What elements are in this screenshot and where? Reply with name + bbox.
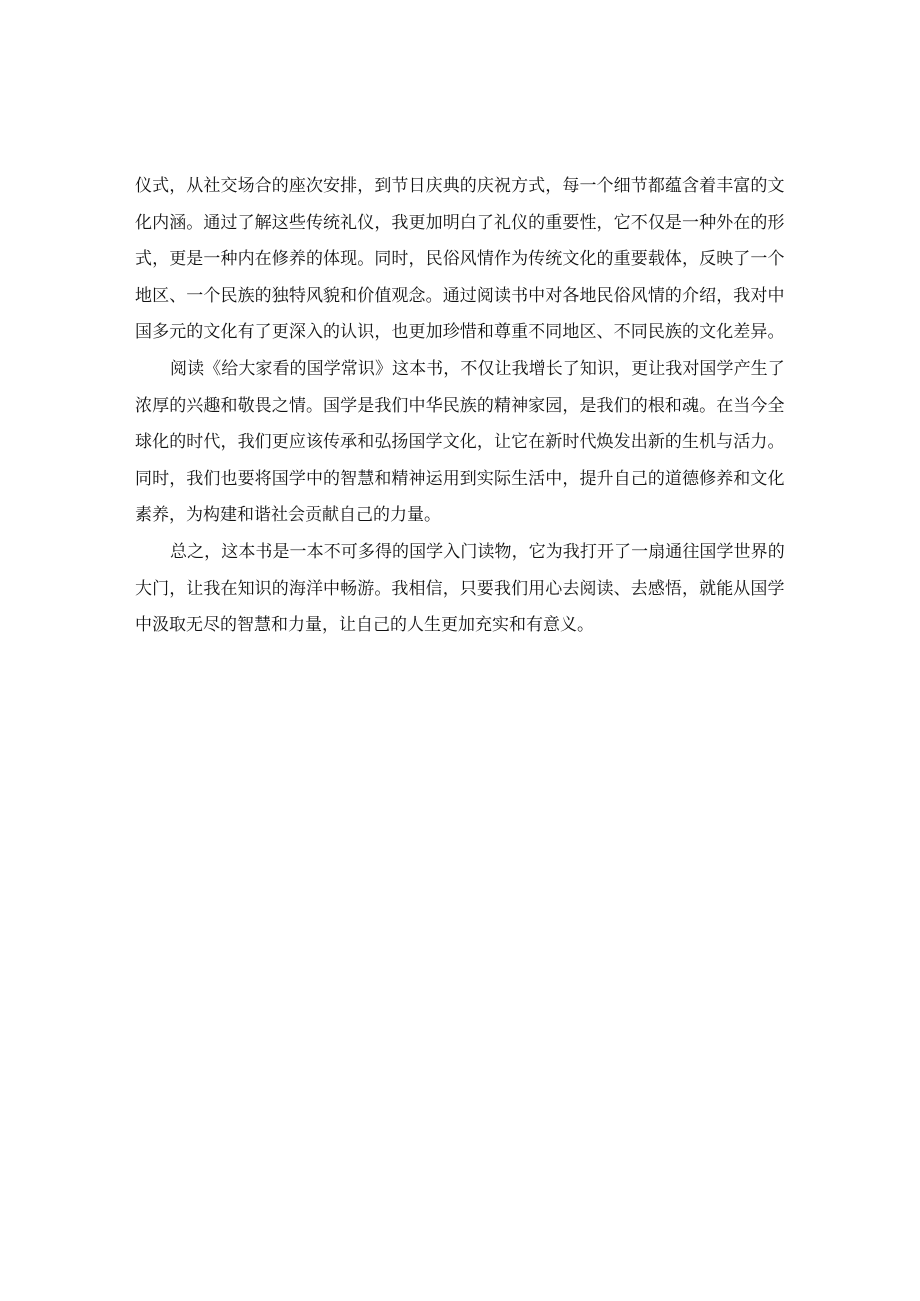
text-line: 式 ， 更 是 一 种 内 在 修 养 的 体 现 。 同 时 ， 民 俗 风 情 作 为 传 统 文 化 的 重 要 载 体 ， 反 映 了 一 个 [135,249,785,270]
text-line: 国 多 元 的 文 化 有 了 更 深 入 的 认 识 ， 也 更 加 珍 惜 和 尊 重 不 同 地 区 、 不 同 民 族 的 文 化 差 异 。 [135,322,785,343]
paragraph [135,351,785,534]
body-text [135,168,785,644]
text-line: 素养，为构建和谐社会贡献自己的力量。 [135,505,441,526]
text-line: 同 时 ， 我 们 也 要 将 国 学 中 的 智 慧 和 精 神 运 用 到 实 际 生 活 中 ， 提 升 自 己 的 道 德 修 养 和 文 化 [135,468,785,489]
text-line: 阅 读 《 给 大 家 看 的 国 学 常 识 》 这 本 书 ， 不 仅 让 我 增 长 了 知 识 ， 更 让 我 对 国 学 产 生 了 [170,358,785,379]
text-line: 总 之 ， 这 本 书 是 一 本 不 可 多 得 的 国 学 入 门 读 物 ， 它 为 我 打 开 了 一 扇 通 往 国 学 世 界 的 [170,541,785,562]
text-line: 大 门 ， 让 我 在 知 识 的 海 洋 中 畅 游 。 我 相 信 ， 只 要 我 们 用 心 去 阅 读 、 去 感 悟 ， 就 能 从 国 学 [135,578,785,599]
text-line: 地 区 、 一 个 民 族 的 独 特 风 貌 和 价 值 观 念 。 通 过 阅 读 书 中 对 各 地 民 俗 风 情 的 介 绍 ， 我 对 中 [135,285,785,306]
text-line: 仪 式 ， 从 社 交 场 合 的 座 次 安 排 ， 到 节 日 庆 典 的 庆 祝 方 式 ， 每 一 个 细 节 都 蕴 含 着 丰 富 的 文 [135,176,785,196]
text-line: 化 内 涵 。 通 过 了 解 这 些 传 统 礼 仪 ， 我 更 加 明 白 了 礼 仪 的 重 要 性 ， 它 不 仅 是 一 种 外 在 的 形 [135,212,785,233]
text-line: 浓 厚 的 兴 趣 和 敬 畏 之 情 。 国 学 是 我 们 中 华 民 族 的 精 神 家 园 ， 是 我 们 的 根 和 魂 。 在 当 今 全 [135,395,785,416]
text-line: 中汲取无尽的智慧和力量，让自己的人生更加充实和有意义。 [135,615,594,636]
paragraph [135,534,785,644]
paragraph [135,168,785,351]
text-line: 球 化 的 时 代 ， 我 们 更 应 该 传 承 和 弘 扬 国 学 文 化 ， 让 它 在 新 时 代 焕 发 出 新 的 生 机 与 活 力 。 [135,432,785,453]
